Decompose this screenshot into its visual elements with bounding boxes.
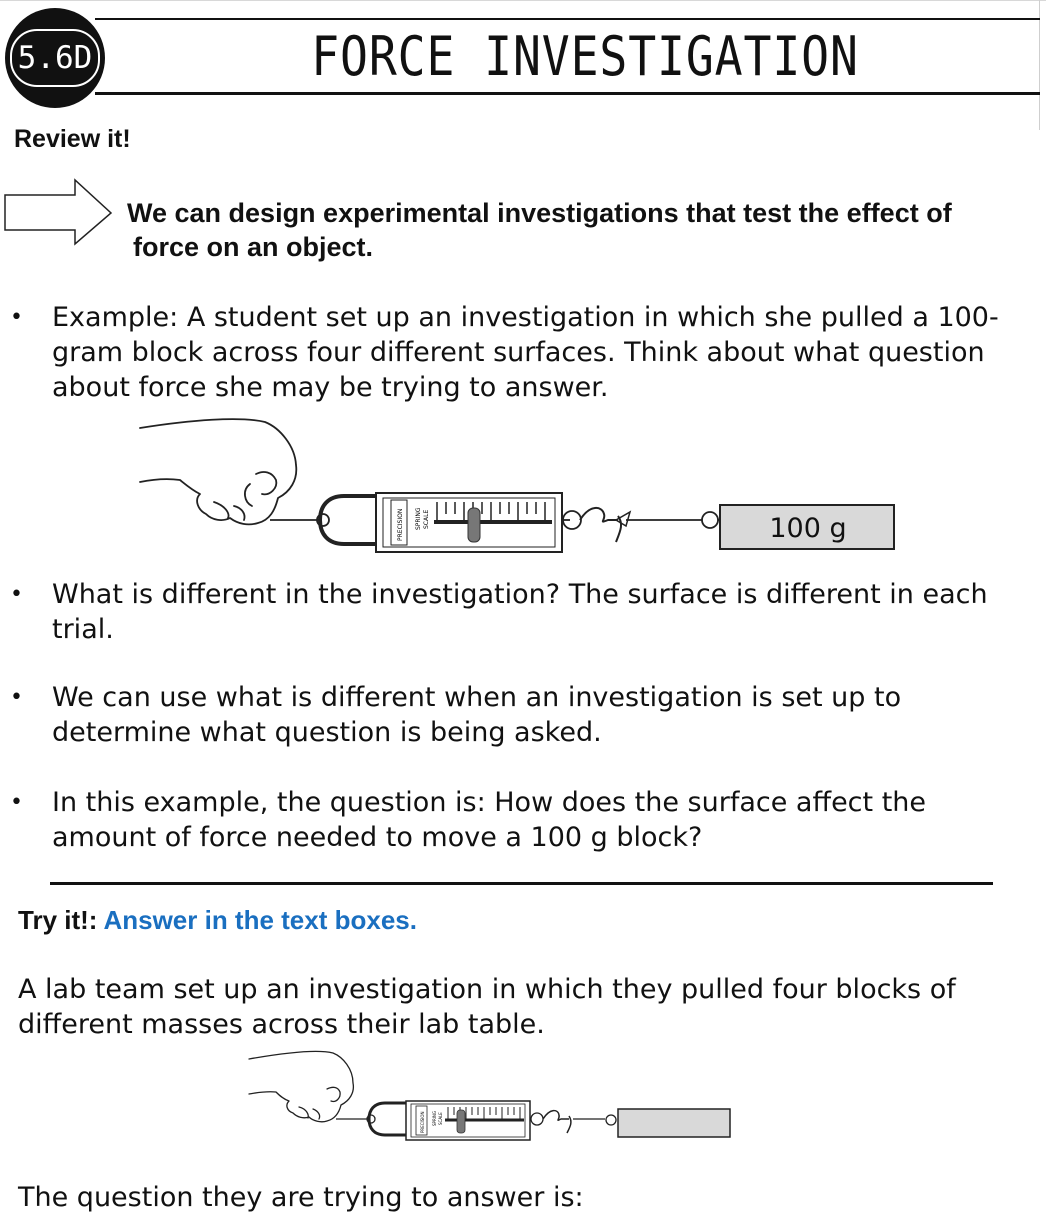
hand-icon bbox=[249, 1051, 353, 1121]
page-title: FORCE INVESTIGATION bbox=[311, 25, 859, 88]
bullet-text: We can use what is different when an investigation is set up to determine what question is being asked. bbox=[52, 682, 902, 748]
scale-label-spring: SPRING bbox=[415, 507, 422, 530]
title-rule-top bbox=[95, 18, 1040, 20]
scale-label-precision: PRECISION bbox=[420, 1111, 425, 1133]
try-prompt: The question they are trying to answer is: bbox=[18, 1182, 584, 1213]
title-rule-bottom bbox=[95, 92, 1040, 95]
try-instruction: Answer in the text boxes. bbox=[103, 905, 417, 935]
objective-line-2: force on an object. bbox=[133, 232, 374, 262]
objective-line-1: We can design experimental investigations that test the effect of bbox=[127, 198, 952, 228]
review-heading: Review it! bbox=[14, 125, 131, 153]
standard-badge-label: 5.6D bbox=[10, 29, 100, 87]
bullet-dot: • bbox=[10, 685, 23, 710]
bullet-text: Example: A student set up an investigation in which she pulled a 100-gram block across four different surfaces. Think about what question about force she may be trying to answer. bbox=[52, 302, 999, 403]
try-heading: Try it!: bbox=[18, 905, 98, 935]
bullet-dot: • bbox=[10, 305, 23, 330]
try-heading-row bbox=[18, 905, 417, 936]
bullet-text: In this example, the question is: How does the surface affect the amount of force needed to move a 100 g block? bbox=[52, 787, 927, 853]
arrow-right-icon bbox=[3, 178, 115, 248]
bullet-dot: • bbox=[10, 582, 23, 607]
top-rule bbox=[0, 0, 1046, 1]
spring-scale-illustration-small bbox=[243, 1045, 743, 1145]
try-scenario: A lab team set up an investigation in which they pulled four blocks of different masses across their lab table. bbox=[18, 974, 956, 1040]
spring-scale-illustration bbox=[130, 410, 900, 555]
scale-label-precision: PRECISION bbox=[397, 508, 404, 541]
block bbox=[618, 1109, 730, 1137]
scale-label-scale: SCALE bbox=[423, 509, 430, 529]
section-divider bbox=[50, 882, 993, 885]
hand-icon bbox=[140, 419, 296, 524]
bullet-dot: • bbox=[10, 790, 23, 815]
learning-objective bbox=[127, 196, 1037, 264]
bullet-text: What is different in the investigation? The surface is different in each trial. bbox=[52, 579, 988, 645]
scale-label-scale: SCALE bbox=[438, 1112, 443, 1125]
standard-badge bbox=[5, 8, 105, 108]
block-label: 100 g bbox=[769, 513, 847, 544]
scale-label-spring: SPRING bbox=[432, 1110, 437, 1126]
